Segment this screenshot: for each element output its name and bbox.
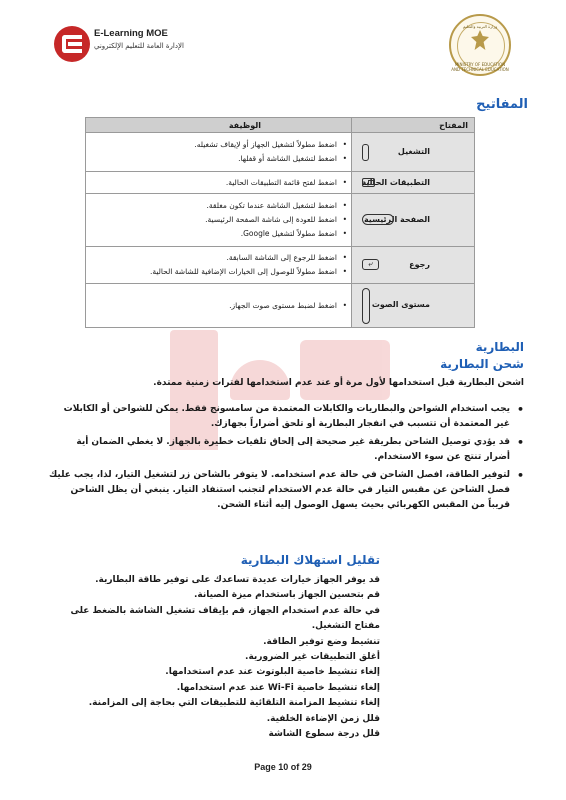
reduce-consumption-list — [50, 573, 380, 742]
key-name: رجوع — [409, 260, 430, 269]
back-key-icon: ⤶ — [362, 259, 379, 270]
charging-bullets — [48, 402, 526, 516]
battery-title: البطارية — [475, 340, 524, 354]
table-row — [86, 194, 475, 247]
reduce-consumption-title: تقليل استهلاك البطارية — [240, 553, 380, 567]
list-item: • اضغط للرجوع إلى الشاشة السابقة. — [86, 251, 337, 265]
keys-table — [85, 117, 475, 328]
home-key-icon — [362, 214, 394, 225]
key-name: مستوى الصوت — [371, 300, 430, 309]
list-item: • اضغط لضبط مستوى صوت الجهاز. — [86, 299, 337, 313]
list-item: إلغاء تنشيط المزامنة التلقائية للتطبيقات التي بحاجة إلى المزامنة. — [88, 698, 380, 709]
key-name: الصفحة الرئيسية — [363, 215, 430, 224]
ministry-seal: وزارة التربية والتعليم MINISTRY OF EDUCATION AND TECHNICAL EDUCATION — [449, 14, 511, 76]
recent-apps-key-icon — [362, 178, 375, 187]
table-row — [86, 133, 475, 172]
list-item: • اضغط لتشغيل الشاشة أو قفلها. — [86, 152, 337, 166]
list-item: إلغاء تنشيط خاصية Wi-Fi عند عدم استخدامها. — [176, 682, 380, 693]
key-name: التطبيقات الحالية — [361, 178, 430, 187]
list-item: قلل درجة سطوع الشاشة — [268, 729, 380, 740]
list-item: أغلق التطبيقات غير الضرورية. — [245, 652, 380, 663]
page-number: Page 10 of 29 — [254, 762, 312, 772]
brand-title: E-Learning MOE — [94, 28, 168, 39]
list-item: • يجب استخدام الشواحن والبطاريات والكابلات المعتمدة من سامسونج فقط. يمكن للشواحن أو الكابلات غير المعتمدة أن تتسبب في انفجار البطارية أو تلحق أضراراً بجهازك. — [48, 402, 526, 432]
key-name: التشغيل — [397, 147, 430, 156]
elearning-logo-icon — [54, 26, 90, 62]
list-item: قم بتحسين الجهاز باستخدام ميزة الصيانة. — [194, 590, 380, 601]
list-item: إلغاء تنشيط خاصية البلوتوث عند عدم استخدامها. — [165, 667, 380, 678]
table-row — [86, 172, 475, 194]
list-item: في حالة عدم استخدام الجهاز، قم بإيقاف تشغيل الشاشة بالضغط على مفتاح التشغيل. — [70, 605, 380, 632]
table-row — [86, 247, 475, 284]
list-item: • قد يؤدي توصيل الشاحن بطريقة غير صحيحة إلى إلحاق تلفيات خطيرة بالجهاز. لا يغطي الضمان أية أضرار تنتج عن سوء الاستخدام. — [48, 435, 526, 465]
table-header-row — [86, 118, 475, 133]
keys-section-title: المفاتيح — [476, 97, 528, 112]
list-item: • اضغط مطولاً للوصول إلى الخيارات الإضافية للشاشة الحالية. — [86, 265, 337, 279]
list-item: • لتوفير الطاقة، افصل الشاحن في حالة عدم استخدامه. لا يتوفر بالشاحن زر لتشغيل التيار، لذا، يجب عليك فصل الشاحن عن مقبس التيار في حالة عدم الاستخدام لتجنب استنفاد التيار. ينبغي أن يظل الشاحن قريباً من المقبس الكهربائي بحيث يسهل الوصول إليه أثناء الشحن. — [48, 468, 526, 513]
list-item: تنشيط وضع توفير الطاقة. — [263, 636, 380, 647]
volume-key-icon — [362, 288, 370, 324]
list-item: قلل زمن الإضاءة الخلفية. — [266, 713, 380, 724]
list-item: • اضغط للعودة إلى شاشة الصفحة الرئيسية. — [86, 213, 337, 227]
list-item: • اضغط لفتح قائمة التطبيقات الحالية. — [86, 176, 337, 190]
col-header-key: المفتاح — [352, 118, 475, 133]
table-row — [86, 284, 475, 328]
list-item: قد يوفر الجهاز خيارات عديدة تساعدك على توفير طاقة البطارية. — [95, 575, 380, 585]
list-item: • اضغط مطولاً لتشغيل Google. — [86, 227, 337, 241]
charging-title: شحن البطارية — [440, 357, 524, 371]
list-item: • اضغط مطولاً لتشغيل الجهاز أو لإيقاف تشغيله. — [86, 138, 337, 152]
power-key-icon — [362, 144, 369, 161]
col-header-function: الوظيفة — [86, 118, 352, 133]
list-item: • اضغط لتشغيل الشاشة عندما تكون مغلقة. — [86, 199, 337, 213]
brand-subtitle: الإدارة العامة للتعليم الإلكتروني — [94, 42, 184, 50]
charging-intro: اشحن البطارية قبل استخدامها لأول مرة أو عند عدم استخدامها لفترات زمنية ممتدة. — [153, 378, 524, 388]
